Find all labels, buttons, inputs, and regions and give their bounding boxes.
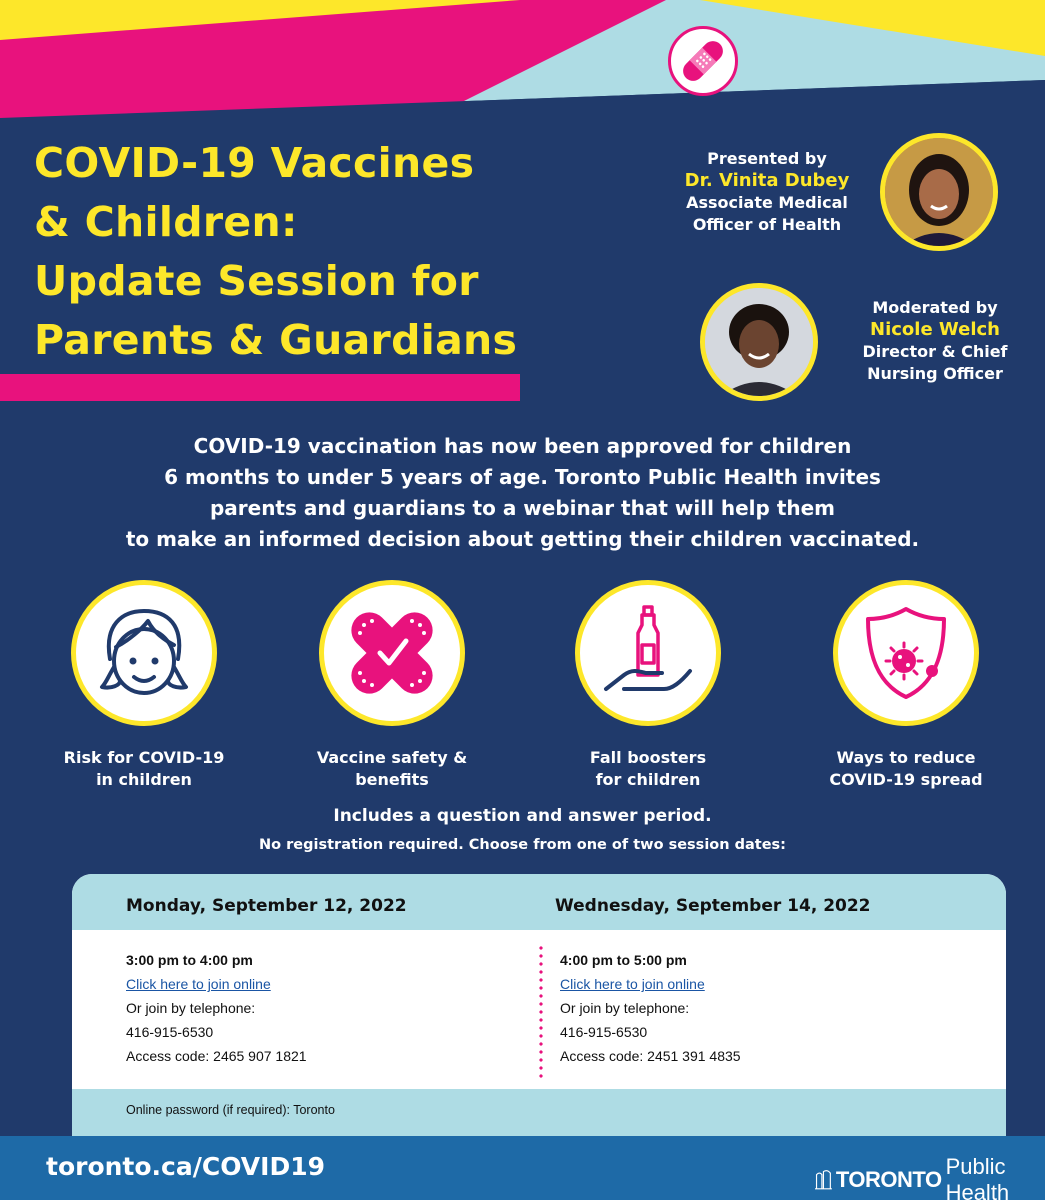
page-title	[34, 134, 554, 370]
feature-safety	[272, 580, 512, 791]
presenter-title: Officer of Health	[692, 215, 842, 234]
title-underline-bar	[0, 374, 520, 401]
crossed-bandage-icon	[319, 580, 465, 726]
title-line: Parents & Guardians	[34, 316, 518, 364]
feature-spread	[786, 580, 1026, 791]
feature-label: Fall boosters for children	[589, 748, 707, 789]
session-card	[72, 874, 1006, 1136]
intro-line: COVID-19 vaccination has now been approved for children	[193, 434, 852, 458]
moderator-name: Nicole Welch	[870, 319, 1000, 340]
presenter-title: Associate Medical	[686, 193, 848, 212]
shield-virus-icon	[833, 580, 979, 726]
logo-subtext: Public Health	[945, 1154, 1010, 1200]
dotted-divider	[539, 944, 543, 1080]
phone-label: Or join by telephone:	[126, 1000, 256, 1016]
registration-note: No registration required. Choose from one of two session dates:	[259, 837, 786, 853]
decorative-banner	[0, 0, 1045, 130]
access-code: Access code: 2465 907 1821	[126, 1048, 307, 1064]
phone-label: Or join by telephone:	[560, 1000, 690, 1016]
feature-label: Risk for COVID-19 in children	[63, 748, 225, 789]
city-hall-icon	[815, 1167, 832, 1193]
session-details	[126, 948, 307, 1068]
title-line: Update Session for	[34, 257, 479, 305]
session-date: Wednesday, September 14, 2022	[555, 896, 871, 916]
presenter-avatar	[880, 133, 998, 251]
session-details	[560, 948, 741, 1068]
session-time: 3:00 pm to 4:00 pm	[126, 952, 253, 968]
title-line: & Children:	[34, 198, 298, 246]
phone-number: 416-915-6530	[560, 1024, 648, 1040]
password-note: Online password (if required): Toronto	[126, 1103, 335, 1117]
moderator-title: Nursing Officer	[867, 364, 1003, 383]
feature-label: Vaccine safety & benefits	[316, 748, 468, 789]
session-card-footer	[72, 1089, 1006, 1136]
title-line: COVID-19 Vaccines	[34, 139, 475, 187]
intro-line: parents and guardians to a webinar that will help them	[209, 496, 836, 520]
bandage-logo-icon	[668, 26, 738, 96]
feature-risk	[24, 580, 264, 791]
intro-paragraph	[90, 431, 955, 555]
join-online-link[interactable]: Click here to join online	[560, 976, 705, 992]
intro-line: 6 months to under 5 years of age. Toronto Public Health invites	[164, 465, 881, 489]
qa-note: Includes a question and answer period.	[333, 806, 712, 826]
moderator-avatar	[700, 283, 818, 401]
presenter-info	[672, 148, 862, 236]
access-code: Access code: 2451 391 4835	[560, 1048, 741, 1064]
toronto-public-health-logo	[815, 1154, 1045, 1200]
child-face-icon	[71, 580, 217, 726]
session-time: 4:00 pm to 5:00 pm	[560, 952, 687, 968]
logo-brand-text: TORONTO	[835, 1167, 942, 1192]
feature-label: Ways to reduce COVID-19 spread	[829, 748, 983, 789]
moderator-role: Moderated by	[872, 298, 998, 317]
intro-line: to make an informed decision about getting their children vaccinated.	[125, 527, 920, 551]
session-date: Monday, September 12, 2022	[126, 896, 407, 916]
moderator-info	[840, 297, 1030, 385]
moderator-title: Director & Chief	[862, 342, 1008, 361]
presenter-name: Dr. Vinita Dubey	[684, 170, 850, 191]
feature-boosters	[528, 580, 768, 791]
vaccine-vial-hand-icon	[575, 580, 721, 726]
join-online-link[interactable]: Click here to join online	[126, 976, 271, 992]
footer-url-link[interactable]: toronto.ca/COVID19	[46, 1152, 325, 1181]
presenter-role: Presented by	[707, 149, 827, 168]
session-card-header	[72, 874, 1006, 930]
phone-number: 416-915-6530	[126, 1024, 214, 1040]
